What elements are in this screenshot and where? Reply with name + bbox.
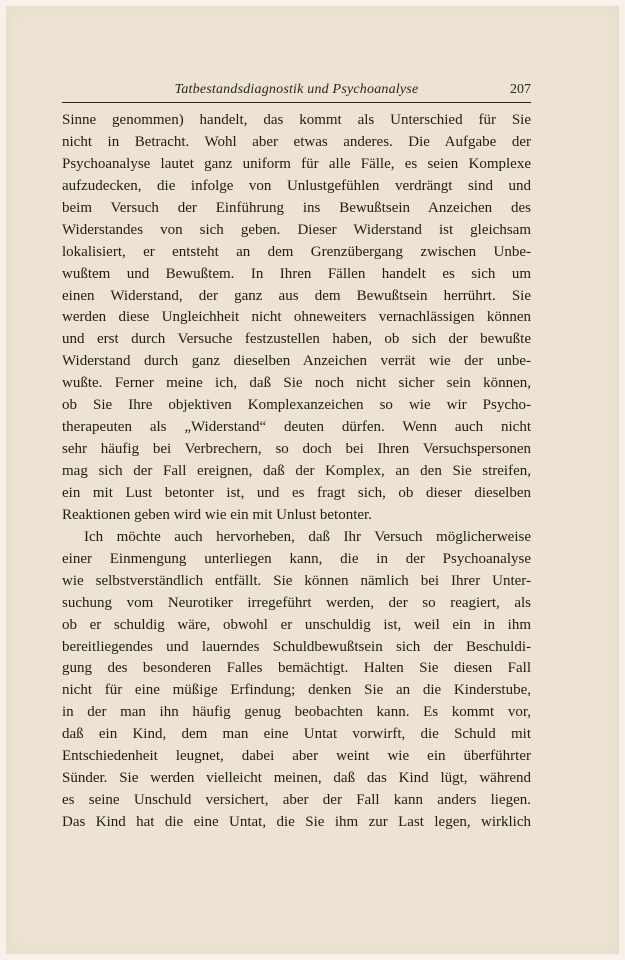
text-line: therapeuten als „Widerstand“ deuten dürfen. Wenn auch nicht [62, 419, 531, 436]
text-line: wußte. Ferner meine ich, daß Sie noch nicht sicher sein können, [62, 375, 531, 392]
running-title: Tatbestandsdiagnostik und Psychoanalyse [174, 82, 419, 97]
text-line: aufzudecken, die infolge von Unlustgefühlen verdrängt sind und [62, 177, 531, 194]
text-line: ein mit Lust betonter ist, und es fragt sich, ob dieser dieselben [62, 484, 531, 501]
text-line: Das Kind hat die eine Untat, die Sie ihm zur Last legen, wirklich [62, 814, 531, 830]
text-line: in der man ihn häufig genug beobachten kann. Es kommt vor, [62, 704, 531, 721]
text-line: mag sich der Fall ereignen, daß der Komplex, an den Sie streifen, [62, 463, 531, 479]
text-line: Entschiedenheit leugnet, dabei aber weint wie ein überführter [62, 748, 531, 765]
paragraph-start-line: Ich möchte auch hervorheben, daß Ihr Versuch möglicherweise [84, 528, 531, 545]
text-line: Sinne genommen) handelt, das kommt als Unterschied für Sie [62, 112, 531, 128]
text-line: suchung vom Neurotiker irregeführt werden, der so reagiert, als [62, 594, 531, 611]
paragraph-end-line: Reaktionen geben wird wie ein mit Unlust betonter. [62, 506, 372, 523]
body-text [62, 110, 531, 834]
text-line: ob Sie Ihre objektiven Komplexanzeichen so wie wir Psycho- [62, 397, 531, 414]
text-line: einen Widerstand, der ganz aus dem Bewußtsein herrührt. Sie [62, 287, 531, 304]
text-line: es seine Unschuld versichert, aber der Fall kann anders liegen. [62, 792, 531, 809]
text-line: wie selbstverständlich entfällt. Sie können nämlich bei Ihrer Unter- [62, 572, 531, 589]
text-line: gung des besonderen Falles bemächtigt. Halten Sie diesen Fall [62, 660, 531, 677]
page-header [62, 80, 531, 103]
text-line: beim Versuch der Einführung ins Bewußtsein Anzeichen des [62, 199, 531, 216]
text-line: daß ein Kind, dem man eine Untat vorwirft, die Schuld mit [62, 726, 531, 743]
text-line: Widerstand durch ganz dieselben Anzeichen verrät wie der unbe- [62, 353, 531, 370]
text-line: und erst durch Versuche festzustellen haben, ob sich der bewußte [62, 331, 531, 348]
text-line: sehr häufig bei Verbrechern, so doch bei Ihren Versuchspersonen [62, 441, 531, 458]
text-line: einer Einmengung unterliegen kann, die in der Psychoanalyse [62, 550, 531, 567]
text-line: nicht für eine müßige Erfindung; denken Sie an die Kinderstube, [62, 682, 531, 699]
text-line: Psychoanalyse lautet ganz uniform für alle Fälle, es seien Komplexe [62, 155, 531, 172]
text-line: Sünder. Sie werden vielleicht meinen, daß das Kind lügt, während [62, 770, 531, 787]
text-line: Widerstandes von sich geben. Dieser Widerstand ist gleichsam [62, 221, 531, 238]
text-line: wußtem und Bewußtem. In Ihren Fällen handelt es sich um [62, 265, 531, 282]
text-line: werden diese Ungleichheit nicht ohneweiters vernachlässigen können [62, 309, 531, 326]
text-line: lokalisiert, er entsteht an dem Grenzübergang zwischen Unbe- [62, 243, 531, 260]
page-number: 207 [510, 82, 531, 97]
text-line: bereitliegendes und lauerndes Schuldbewußtsein sich der Beschuldi- [62, 638, 531, 655]
text-line: ob er schuldig wäre, obwohl er unschuldig ist, weil ein in ihm [62, 616, 531, 633]
text-line: nicht in Betracht. Wohl aber etwas anderes. Die Aufgabe der [62, 133, 531, 150]
